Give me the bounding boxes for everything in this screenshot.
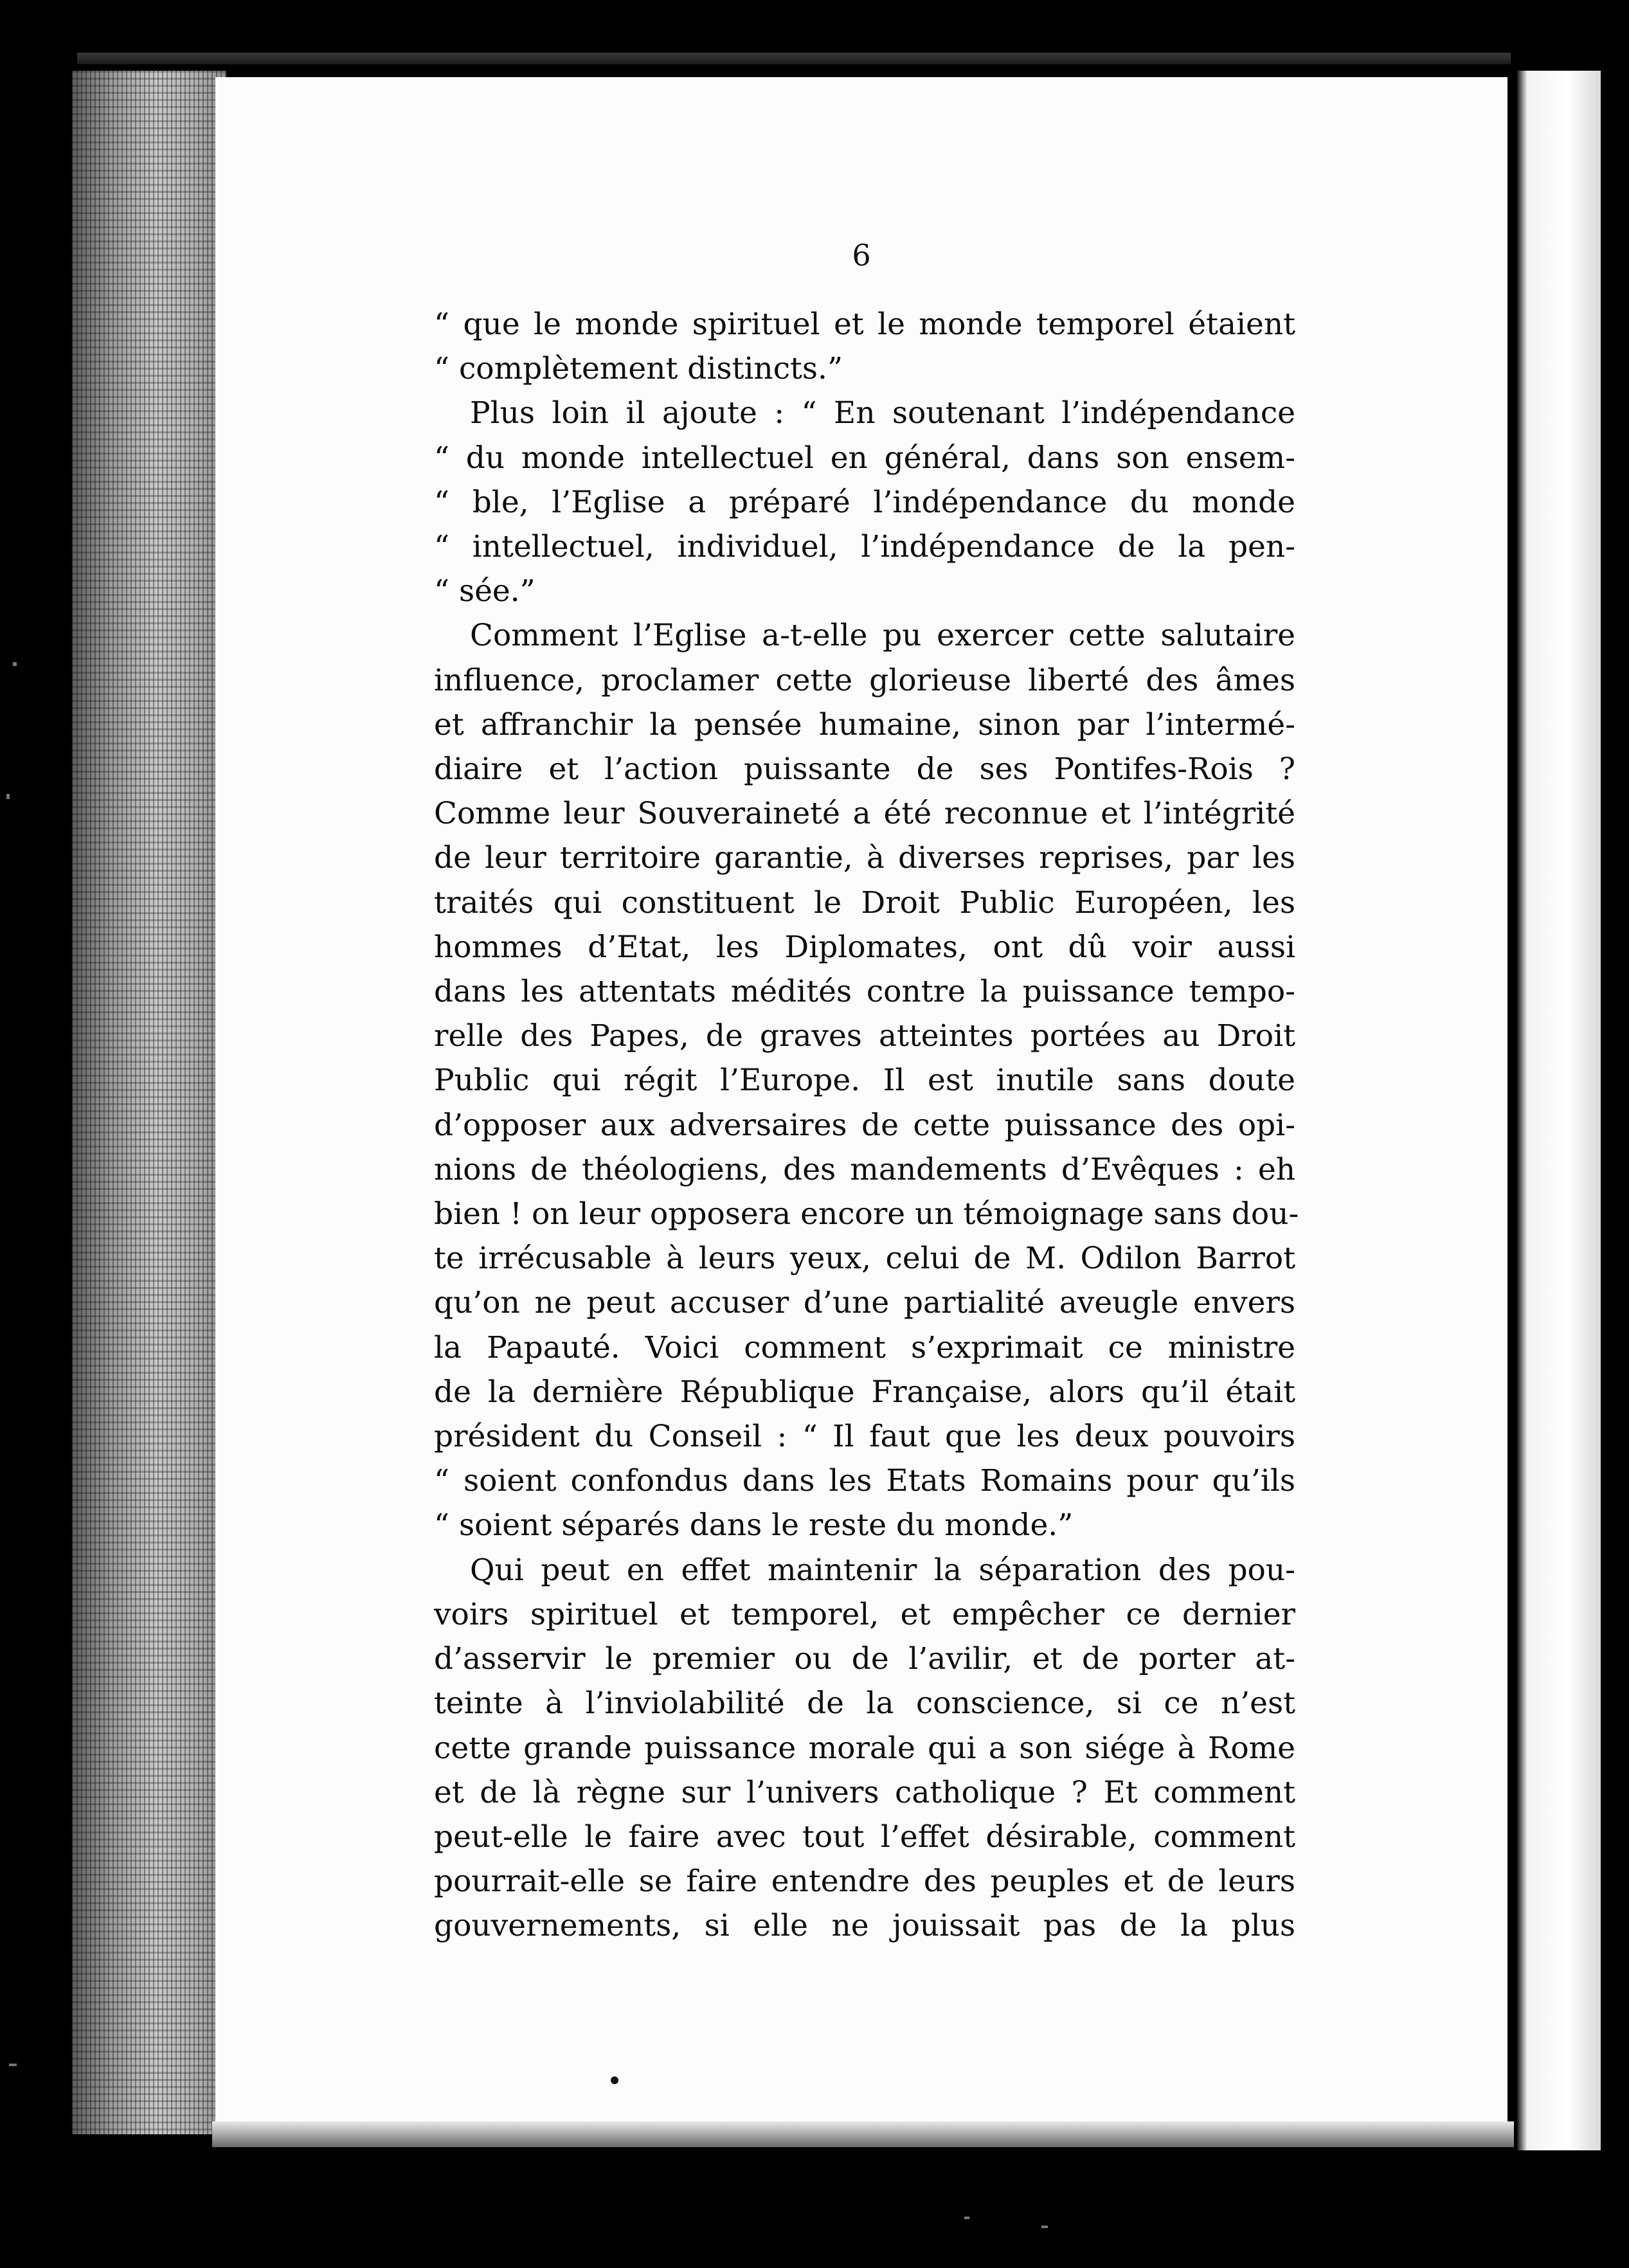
text-line: la Papauté. Voici comment s’exprimait ce ministre	[434, 1329, 1295, 1365]
facing-page-edge	[1517, 71, 1601, 2150]
text-line: et de là règne sur l’univers catholique ? Et comment	[434, 1774, 1295, 1810]
text-line: “ du monde intellectuel en général, dans son ensem-	[434, 440, 1295, 476]
page-bottom-edge	[212, 2121, 1514, 2147]
text-line: relle des Papes, de graves atteintes portées au Droit	[434, 1018, 1295, 1054]
text-line: Qui peut en effet maintenir la séparation des pou-	[470, 1552, 1295, 1588]
text-line: “ que le monde spirituel et le monde temporel étaient	[434, 307, 1295, 342]
text-line: voirs spirituel et temporel, et empêcher ce dernier	[434, 1596, 1295, 1632]
text-line: de leur territoire garantie, à diverses reprises, par les	[434, 840, 1295, 876]
text-line: Plus loin il ajoute : “ En soutenant l’indépendance	[470, 395, 1295, 431]
text-line: diaire et l’action puissante de ses Pontifes-Rois ?	[434, 752, 1295, 788]
text-line: “ sée.”	[434, 573, 536, 609]
text-line: te irrécusable à leurs yeux, celui de M. Odilon Barrot	[434, 1241, 1295, 1277]
paragraph-1	[434, 302, 1295, 391]
scan-speck	[6, 794, 10, 799]
text-line: “ soient séparés dans le reste du monde.”	[434, 1508, 1074, 1544]
paragraph-3	[434, 613, 1299, 1547]
text-line: d’asservir le premier ou de l’avilir, et de porter at-	[434, 1641, 1295, 1677]
text-line: Comment l’Eglise a-t-elle pu exercer cette salutaire	[470, 618, 1295, 654]
paragraph-2	[434, 391, 1295, 613]
ink-dot	[611, 2076, 618, 2084]
text-line: hommes d’Etat, les Diplomates, ont dû voir aussi	[434, 929, 1295, 965]
text-line: Public qui régit l’Europe. Il est inutile sans doute	[434, 1063, 1295, 1099]
text-line: d’opposer aux adversaires de cette puissance des opi-	[434, 1107, 1295, 1143]
text-line: gouvernements, si elle ne jouissait pas de la plus	[434, 1908, 1295, 1944]
text-line: pourrait-elle se faire entendre des peuples et de leurs	[434, 1864, 1295, 1900]
scan-speck	[964, 2217, 969, 2219]
text-line: qu’on ne peut accuser d’une partialité aveugle envers	[434, 1285, 1295, 1321]
body-text	[434, 302, 1299, 1949]
text-line: “ ble, l’Eglise a préparé l’indépendance du monde	[434, 484, 1295, 520]
text-line: traités qui constituent le Droit Public Européen, les	[434, 885, 1295, 921]
text-line: dans les attentats médités contre la puissance tempo-	[434, 974, 1295, 1010]
scan-speck	[13, 662, 17, 666]
text-line: président du Conseil : “ Il faut que les deux pouvoirs	[434, 1419, 1295, 1455]
book-top-edge	[77, 53, 1511, 64]
text-line: teinte à l’inviolabilité de la conscience, si ce n’est	[434, 1686, 1295, 1722]
text-line: et affranchir la pensée humaine, sinon par l’intermé-	[434, 706, 1295, 742]
text-line: peut-elle le faire avec tout l’effet désirable, comment	[434, 1819, 1295, 1855]
text-line: Comme leur Souveraineté a été reconnue et l’intégrité	[434, 796, 1295, 832]
text-line: de la dernière République Française, alors qu’il était	[434, 1374, 1295, 1410]
text-line: “ complètement distincts.”	[434, 351, 843, 387]
book-spine-edge	[72, 71, 226, 2134]
paragraph-4	[434, 1548, 1295, 1949]
text-line: “ intellectuel, individuel, l’indépendance de la pen-	[434, 529, 1295, 565]
page-number: 6	[852, 238, 871, 273]
scan-speck	[9, 2064, 17, 2066]
text-line: influence, proclamer cette glorieuse liberté des âmes	[434, 662, 1295, 698]
text-line: nions de théologiens, des mandements d’Evêques : eh	[434, 1151, 1295, 1187]
text-line: cette grande puissance morale qui a son siége à Rome	[434, 1730, 1295, 1766]
page-sheet	[215, 77, 1508, 2138]
text-line: bien ! on leur opposera encore un témoignage sans dou-	[434, 1196, 1299, 1232]
scan-speck	[1041, 2226, 1048, 2228]
text-line: “ soient confondus dans les Etats Romains pour qu’ils	[434, 1463, 1295, 1499]
